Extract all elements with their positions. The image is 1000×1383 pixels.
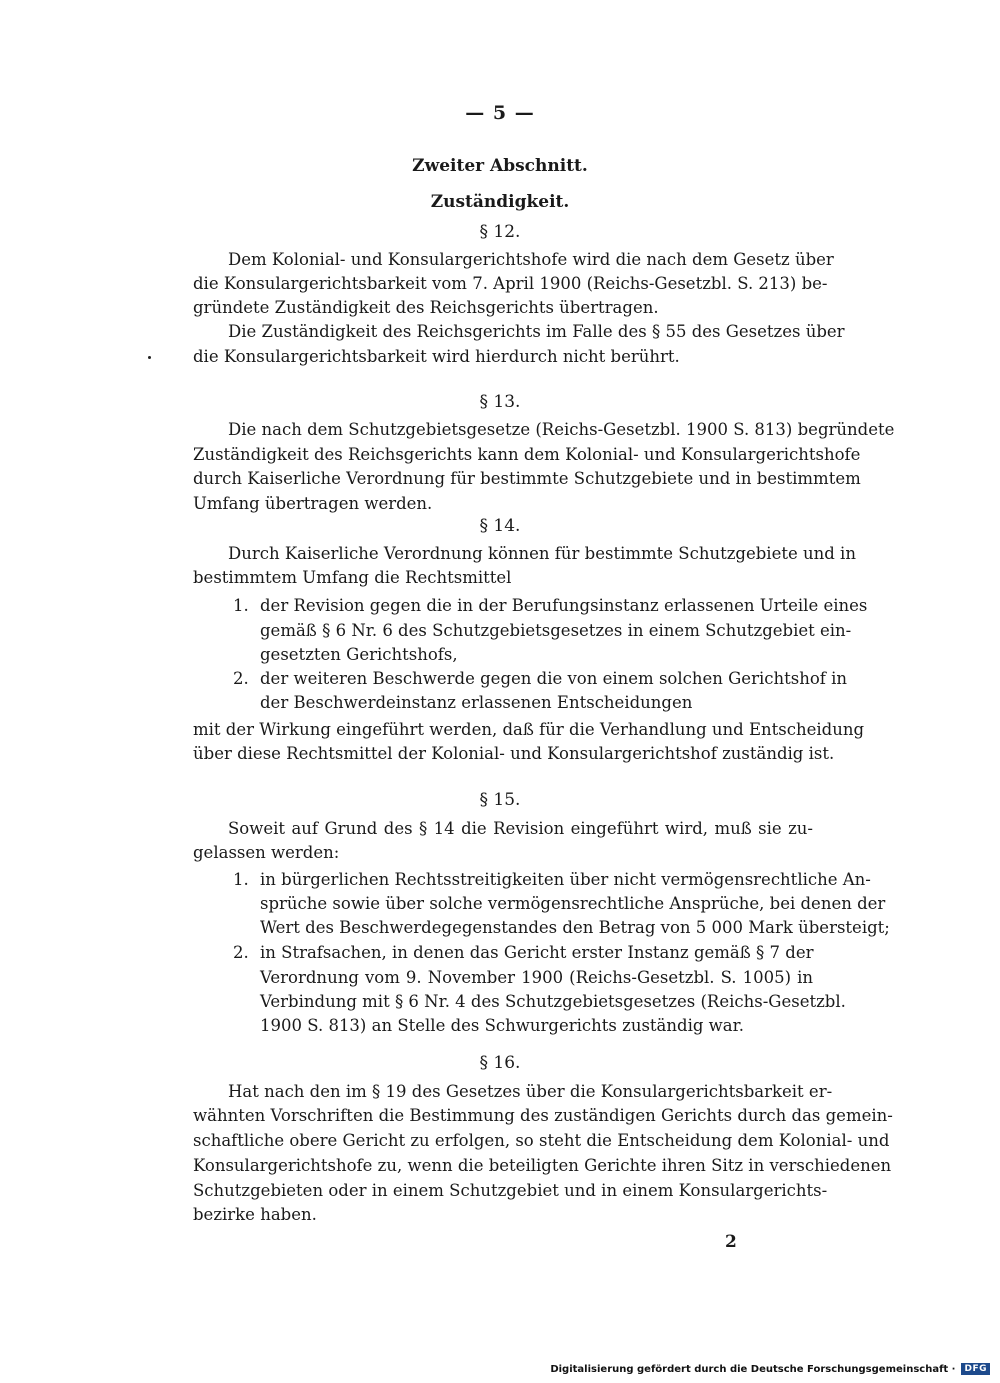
list-item-number: 2. xyxy=(233,943,249,962)
text-line: die Konsulargerichtsbarkeit wird hierdurch nicht berührt. xyxy=(193,347,680,366)
list-item-line: in Strafsachen, in denen das Gericht erster Instanz gemäß § 7 der xyxy=(260,943,814,962)
paragraph-sign-16: § 16. xyxy=(479,1053,521,1073)
section-subtitle: Zuständigkeit. xyxy=(430,192,570,212)
paragraph-sign-12: § 12. xyxy=(479,222,521,242)
text-line: mit der Wirkung eingeführt werden, daß für die Verhandlung und Entscheidung xyxy=(193,720,865,739)
dfg-logo-icon: DFG xyxy=(961,1363,990,1375)
text-line: bezirke haben. xyxy=(193,1205,317,1224)
list-item-line: gemäß § 6 Nr. 6 des Schutzgebietsgesetzes in einem Schutzgebiet ein- xyxy=(260,621,852,640)
list-item-number: 1. xyxy=(233,870,249,889)
list-item-line: gesetzten Gerichtshofs, xyxy=(260,645,458,664)
text-line: Die nach dem Schutzgebietsgesetze (Reichs-Gesetzbl. 1900 S. 813) begründete xyxy=(228,420,895,439)
text-line: Zuständigkeit des Reichsgerichts kann dem Kolonial- und Konsulargerichtshofe xyxy=(193,445,861,464)
list-item-line: Verbindung mit § 6 Nr. 4 des Schutzgebietsgesetzes (Reichs-Gesetzbl. xyxy=(260,992,846,1011)
list-item-line: in bürgerlichen Rechtsstreitigkeiten über nicht vermögensrechtliche An- xyxy=(260,870,871,889)
text-line: Umfang übertragen werden. xyxy=(193,494,433,513)
text-line: Durch Kaiserliche Verordnung können für bestimmte Schutzgebiete und in xyxy=(228,544,856,563)
list-item-line: der Beschwerdeinstanz erlassenen Entscheidungen xyxy=(260,693,693,712)
paragraph-sign-15: § 15. xyxy=(479,790,521,810)
digitization-footer xyxy=(550,1363,990,1375)
list-item-number: 1. xyxy=(233,596,249,615)
scan-speck xyxy=(148,356,151,359)
list-item-line: der weiteren Beschwerde gegen die von einem solchen Gerichtshof in xyxy=(260,669,848,688)
list-item-line: der Revision gegen die in der Berufungsinstanz erlassenen Urteile eines xyxy=(260,596,868,615)
text-line: bestimmtem Umfang die Rechtsmittel xyxy=(193,568,512,587)
text-line: die Konsulargerichtsbarkeit vom 7. April 1900 (Reichs-Gesetzbl. S. 213) be- xyxy=(193,274,828,293)
text-line: Soweit auf Grund des § 14 die Revision eingeführt wird, muß sie zu- xyxy=(228,819,813,838)
section-title: Zweiter Abschnitt. xyxy=(412,156,588,176)
list-item-number: 2. xyxy=(233,669,249,688)
list-item-line: sprüche sowie über solche vermögensrechtliche Ansprüche, bei denen der xyxy=(260,894,886,913)
footer-text: Digitalisierung gefördert durch die Deutsche Forschungsgemeinschaft · xyxy=(550,1363,956,1375)
text-line: durch Kaiserliche Verordnung für bestimmte Schutzgebiete und in bestimmtem xyxy=(193,469,861,488)
text-line: gründete Zuständigkeit des Reichsgerichts übertragen. xyxy=(193,298,659,317)
text-line: Schutzgebieten oder in einem Schutzgebiet und in einem Konsulargerichts- xyxy=(193,1181,828,1200)
text-line: Dem Kolonial- und Konsulargerichtshofe wird die nach dem Gesetz über xyxy=(228,250,834,269)
list-item-line: Verordnung vom 9. November 1900 (Reichs-Gesetzbl. S. 1005) in xyxy=(260,968,813,987)
text-line: gelassen werden: xyxy=(193,843,340,862)
paragraph-sign-13: § 13. xyxy=(479,392,521,412)
text-line: über diese Rechtsmittel der Kolonial- und Konsulargerichtshof zuständig ist. xyxy=(193,744,835,763)
list-item-line: 1900 S. 813) an Stelle des Schwurgerichts zuständig war. xyxy=(260,1016,744,1035)
paragraph-sign-14: § 14. xyxy=(479,516,521,536)
text-line: Hat nach den im § 19 des Gesetzes über die Konsulargerichtsbarkeit er- xyxy=(228,1082,833,1101)
text-line: Konsulargerichtshofe zu, wenn die beteiligten Gerichte ihren Sitz in verschiedenen xyxy=(193,1156,892,1175)
text-line: Die Zuständigkeit des Reichsgerichts im Falle des § 55 des Gesetzes über xyxy=(228,322,845,341)
page-number: — 5 — xyxy=(465,102,535,124)
text-line: wähnten Vorschriften die Bestimmung des zuständigen Gerichts durch das gemein- xyxy=(193,1106,893,1125)
signature-mark: 2 xyxy=(725,1232,737,1252)
text-line: schaftliche obere Gericht zu erfolgen, so steht die Entscheidung dem Kolonial- und xyxy=(193,1131,890,1150)
list-item-line: Wert des Beschwerdegegenstandes den Betrag von 5 000 Mark übersteigt; xyxy=(260,918,890,937)
